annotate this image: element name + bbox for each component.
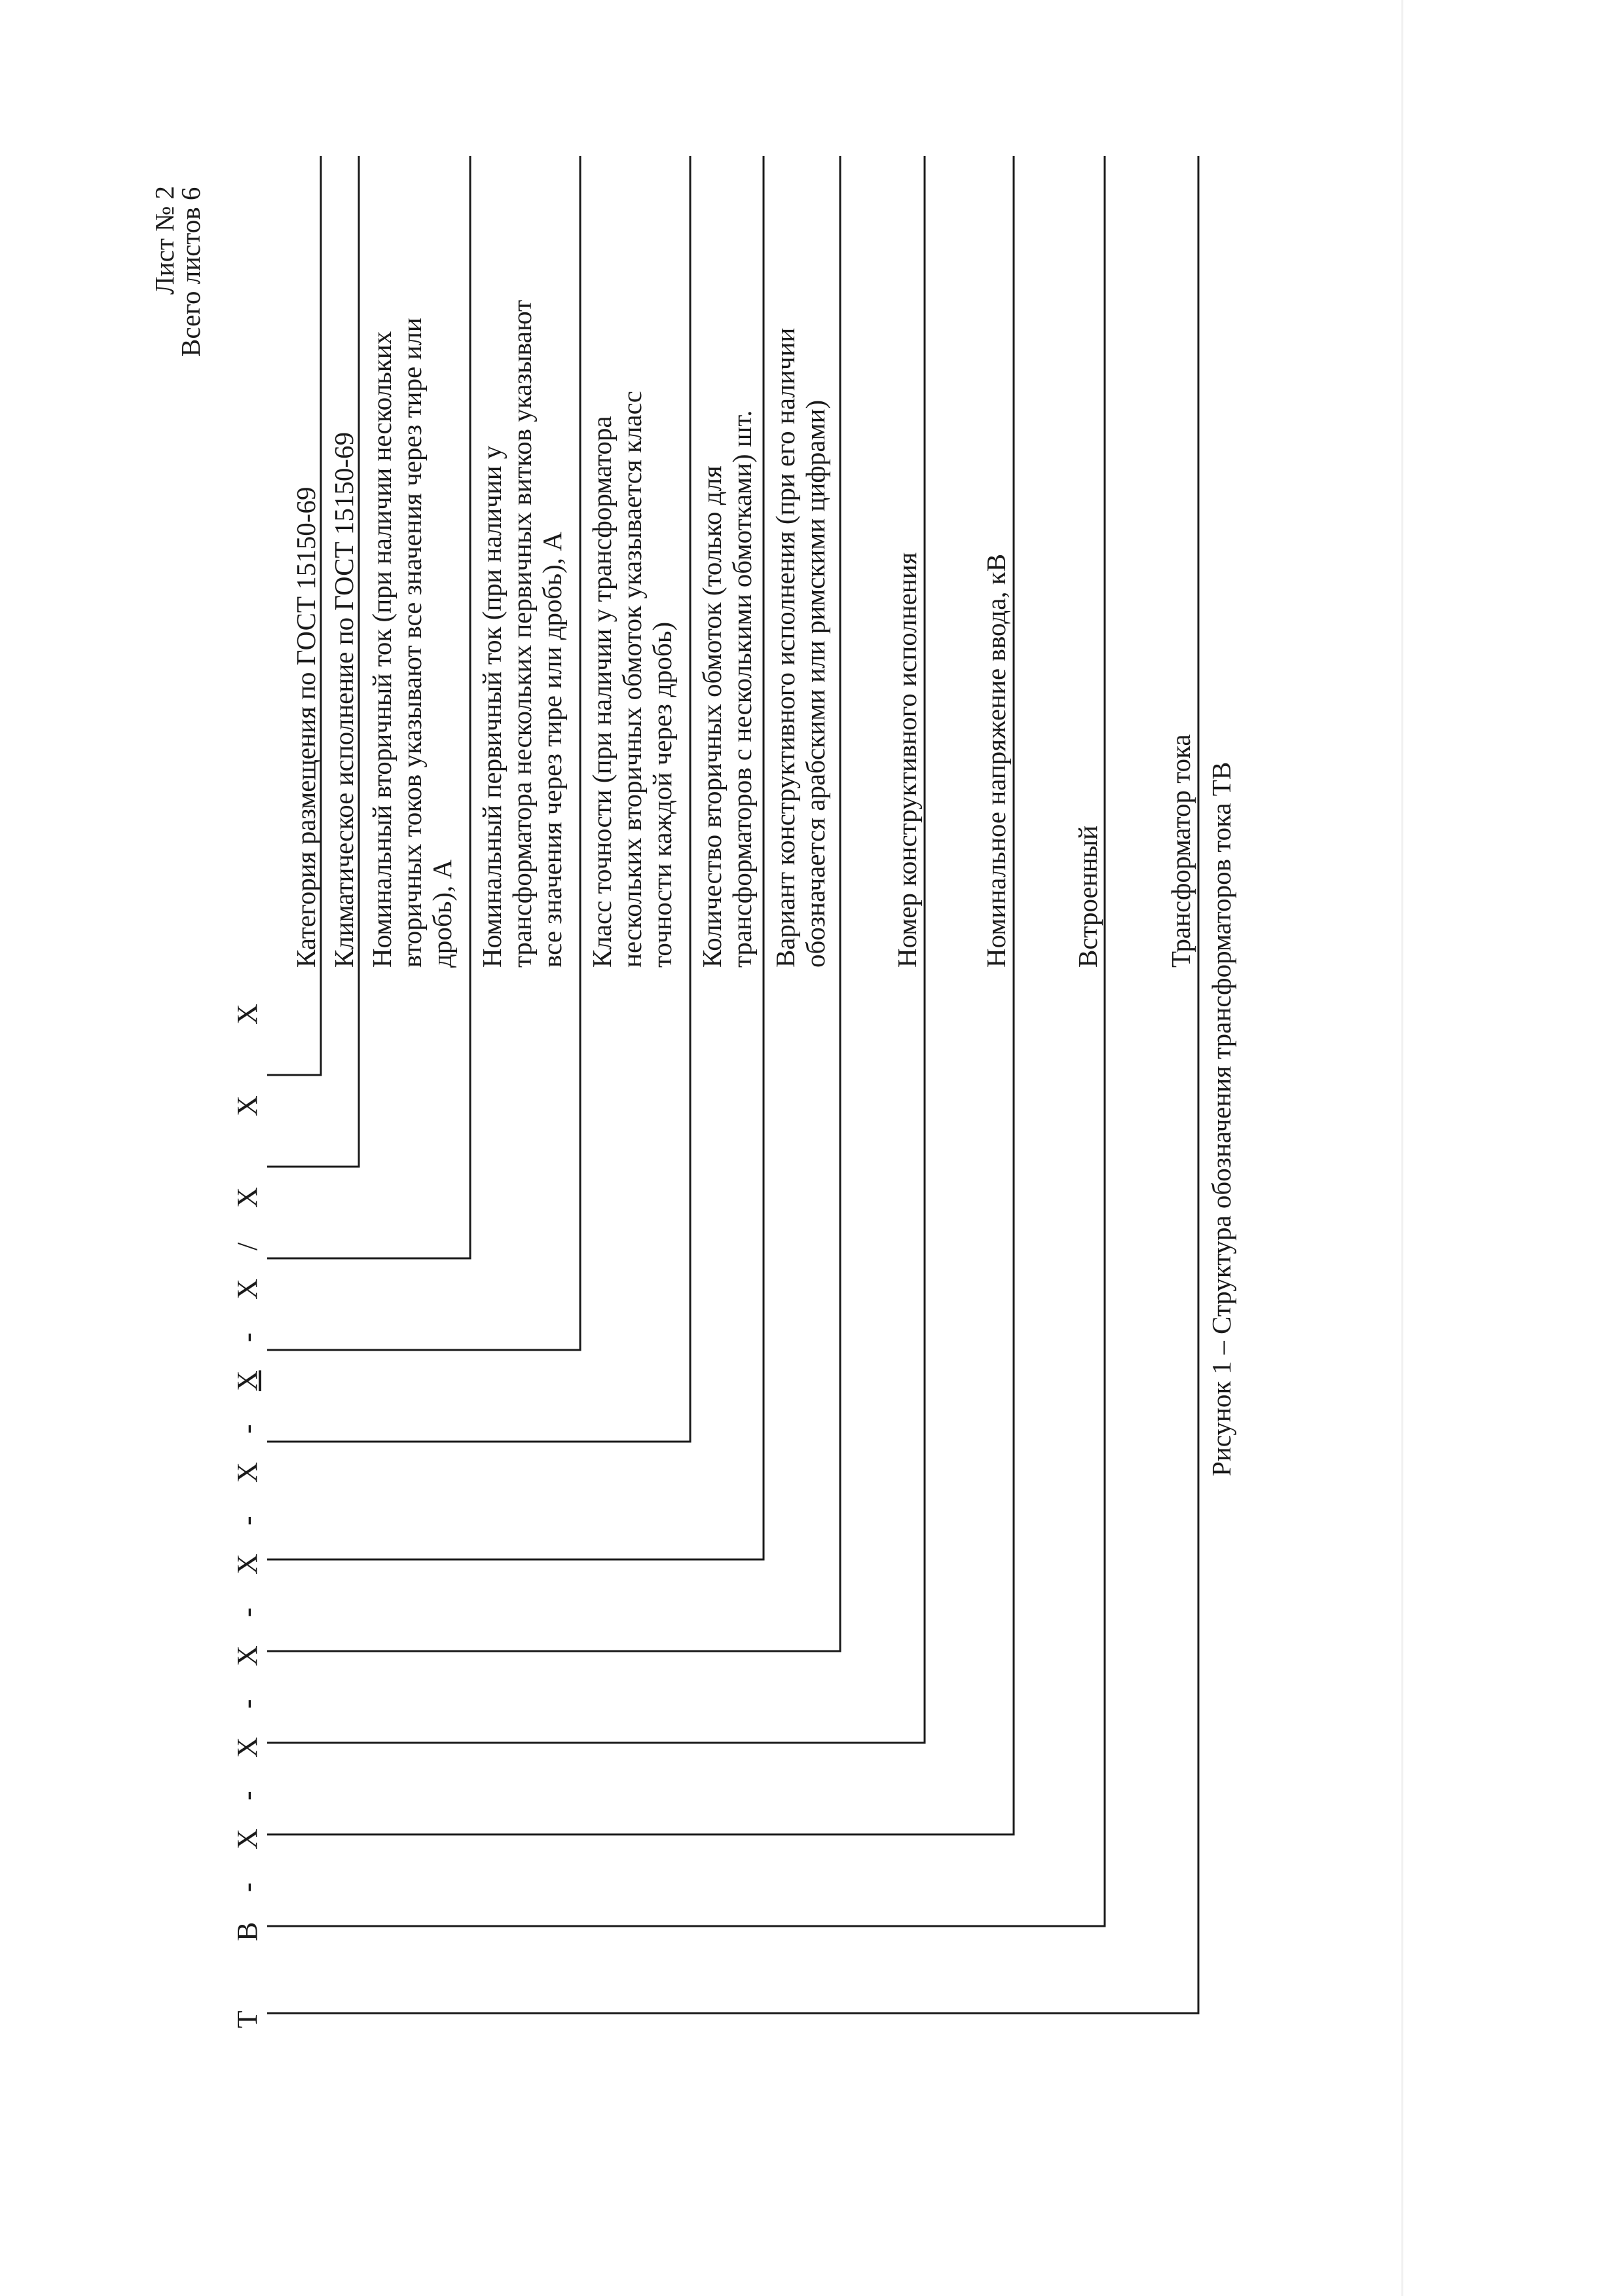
explanation-line: трансформаторов с несколькими обмотками) шт.: [727, 410, 757, 968]
designation-glyph: -: [231, 1332, 263, 1342]
explanation-line: Количество вторичных обмоток (только для: [697, 465, 727, 968]
designation-glyph: Х: [231, 1829, 263, 1850]
explanation-line: Категория размещения по ГОСТ 15150-69: [291, 486, 321, 968]
explanation-secondary-windings: [697, 410, 757, 968]
explanation-line: обозначается арабскими или римскими цифрами): [800, 399, 830, 968]
designation-glyph: Х: [231, 1095, 263, 1116]
designation-glyph: -: [231, 1424, 263, 1434]
explanation-line: дробь), А: [427, 859, 457, 968]
explanation-line: все значения через тире или дробь), А: [537, 532, 567, 968]
designation-glyph: Т: [231, 2011, 263, 2028]
designation-glyph: Х: [231, 1554, 263, 1575]
designation-glyph: В: [231, 1922, 263, 1941]
explanation-design-variant: [770, 328, 830, 968]
explanation-line: нескольких вторичных обмоток указывается класс: [617, 391, 647, 968]
designation-glyph: -: [231, 1791, 263, 1800]
designation-glyph: Х: [231, 1462, 263, 1483]
designation-glyph: Х: [231, 1279, 263, 1300]
explanation-line: точности каждой через дробь): [647, 621, 677, 968]
explanation-line: Вариант конструктивного исполнения (при его наличии: [770, 327, 800, 968]
designation-glyph: Х: [231, 1187, 263, 1208]
explanation-rated-voltage: [981, 554, 1011, 968]
explanation-line: Номинальный вторичный ток (при наличии нескольких: [367, 331, 397, 968]
explanation-primary-current: [477, 300, 567, 968]
explanation-line: Трансформатор тока: [1166, 734, 1196, 968]
designation-glyph: -: [231, 1516, 263, 1525]
explanation-line: Встроенный: [1073, 825, 1103, 968]
explanation-current-transformer: [1166, 734, 1196, 968]
figure-caption: Рисунок 1 – Структура обозначения трансформаторов тока ТВ: [1206, 761, 1236, 1476]
explanation-line: Номинальный первичный ток (при наличии у: [477, 445, 507, 968]
explanation-line: Номинальное напряжение ввода, кВ: [981, 553, 1011, 968]
explanation-climatic-version: [329, 432, 359, 968]
explanation-built-in: [1073, 826, 1103, 968]
sheet-number: Лист № 2: [149, 186, 179, 295]
designation-glyph: /: [231, 1242, 263, 1250]
explanation-line: Климатическое исполнение по ГОСТ 15150-69: [329, 432, 359, 968]
explanation-accuracy-class: [587, 391, 677, 968]
designation-glyph: -: [231, 1699, 263, 1709]
explanation-secondary-current: [367, 318, 457, 968]
designation-glyph: Х: [231, 1737, 263, 1758]
explanation-placement-category: [291, 487, 321, 968]
designation-glyph: Х: [231, 1370, 263, 1391]
designation-glyph: -: [231, 1882, 263, 1892]
explanation-line: Номер конструктивного исполнения: [892, 552, 922, 968]
explanation-design-number: [892, 552, 922, 968]
designation-glyph: Х: [231, 1004, 263, 1025]
designation-glyph: -: [231, 1607, 263, 1617]
explanation-line: трансформатора нескольких первичных витков указывают: [507, 300, 537, 968]
explanation-line: вторичных токов указывают все значения через тире или: [397, 318, 427, 968]
sheets-total: Всего листов 6: [175, 187, 206, 357]
explanation-line: Класс точности (при наличии у трансформатора: [587, 416, 617, 968]
designation-glyph: Х: [231, 1645, 263, 1666]
